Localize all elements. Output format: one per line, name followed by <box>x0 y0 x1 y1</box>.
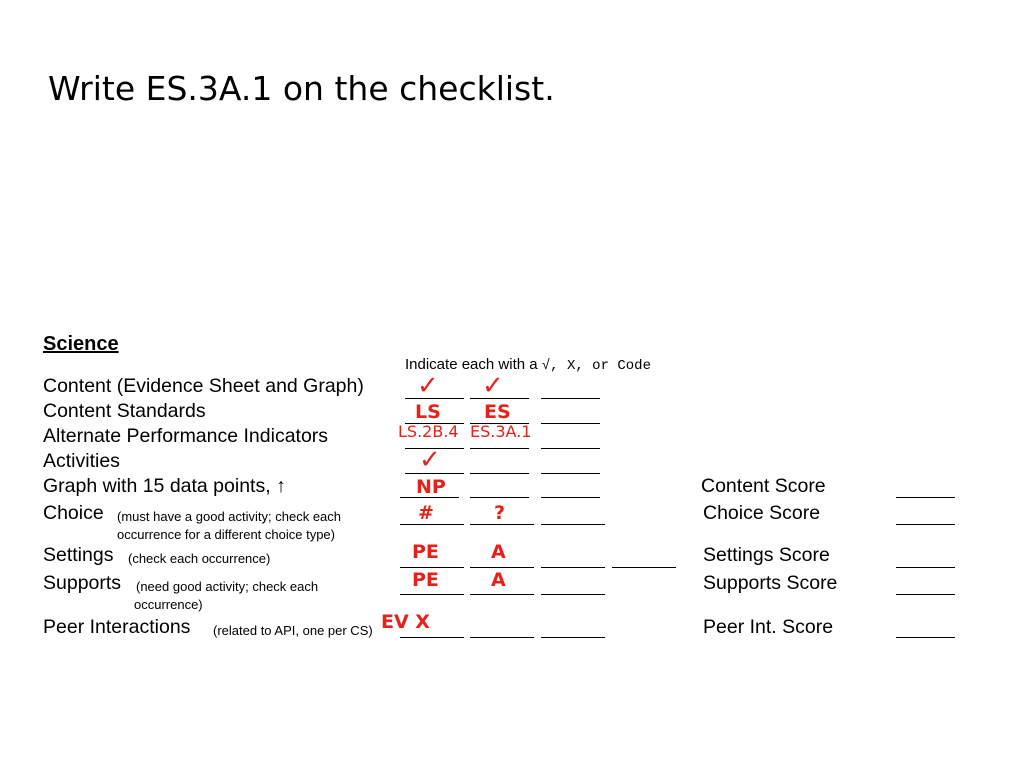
row-label-api: Alternate Performance Indicators <box>43 425 329 447</box>
blank-line <box>400 637 464 638</box>
slide-title: Write ES.3A.1 on the checklist. <box>48 69 555 108</box>
peer-note: (related to API, one per CS) <box>213 623 373 638</box>
blank-line <box>470 637 534 638</box>
graph-label-text: Graph with 15 data points, <box>43 475 271 497</box>
supports-mark-pe: PE <box>412 569 439 591</box>
blank-line <box>400 567 464 568</box>
choice-note-1: (must have a good activity; check each <box>117 509 342 524</box>
score-blank-peer <box>896 637 955 638</box>
blank-line <box>541 637 605 638</box>
settings-note: (check each occurrence) <box>128 551 271 566</box>
supports-mark-a: A <box>491 569 506 591</box>
peer-mark-ev-x: EV X <box>381 611 430 633</box>
instruction-prefix: Indicate each with a <box>405 356 538 373</box>
score-label-content: Content Score <box>701 475 826 497</box>
score-blank-content <box>896 497 955 498</box>
blank-line <box>470 497 529 498</box>
blank-line <box>470 473 529 474</box>
row-label-activities: Activities <box>43 450 120 472</box>
standards-mark-ls: LS <box>415 401 441 423</box>
activities-checkmark-icon: ✓ <box>419 445 441 475</box>
settings-mark-a: A <box>491 541 506 563</box>
arrow-up-icon: ↑ <box>276 475 286 497</box>
row-label-content: Content (Evidence Sheet and Graph) <box>43 375 364 397</box>
row-label-content-standards: Content Standards <box>43 400 206 422</box>
content-checkmark-icon: ✓ <box>417 371 439 401</box>
blank-line <box>400 594 464 595</box>
blank-line <box>470 594 534 595</box>
row-label-settings: Settings <box>43 544 114 566</box>
row-label-choice: Choice <box>43 502 104 524</box>
score-blank-choice <box>896 524 955 525</box>
blank-line <box>541 524 605 525</box>
blank-line <box>541 567 605 568</box>
score-label-supports: Supports Score <box>703 572 838 594</box>
blank-line <box>612 567 676 568</box>
row-label-graph <box>43 477 286 497</box>
section-title: Science <box>43 333 119 355</box>
blank-line <box>541 497 600 498</box>
blank-line <box>541 423 600 424</box>
settings-mark-pe: PE <box>412 541 439 563</box>
api-mark-es: ES.3A.1 <box>470 422 532 441</box>
blank-line <box>470 567 534 568</box>
row-label-supports: Supports <box>43 572 122 594</box>
choice-mark-hash: # <box>418 502 434 524</box>
row-label-peer: Peer Interactions <box>43 616 191 638</box>
api-mark-ls: LS.2B.4 <box>398 422 459 441</box>
supports-note-2: occurrence) <box>134 597 203 612</box>
score-blank-settings <box>896 567 955 568</box>
blank-line <box>541 473 600 474</box>
blank-line <box>470 524 534 525</box>
content-checkmark-icon: ✓ <box>482 371 504 401</box>
instruction-symbols: √, X, or Code <box>541 358 651 374</box>
supports-note-1: (need good activity; check each <box>136 579 319 594</box>
blank-line <box>470 448 529 449</box>
blank-line <box>541 398 600 399</box>
instruction-line <box>405 357 651 373</box>
graph-mark-np: NP <box>416 476 446 498</box>
blank-line <box>541 448 600 449</box>
score-label-peer: Peer Int. Score <box>703 616 834 638</box>
choice-mark-question: ? <box>494 502 506 524</box>
blank-line <box>400 524 464 525</box>
score-blank-supports <box>896 594 955 595</box>
score-label-settings: Settings Score <box>703 544 830 566</box>
choice-note-2: occurrence for a different choice type) <box>117 527 335 542</box>
blank-line <box>541 594 605 595</box>
standards-mark-es: ES <box>484 401 511 423</box>
score-label-choice: Choice Score <box>703 502 821 524</box>
